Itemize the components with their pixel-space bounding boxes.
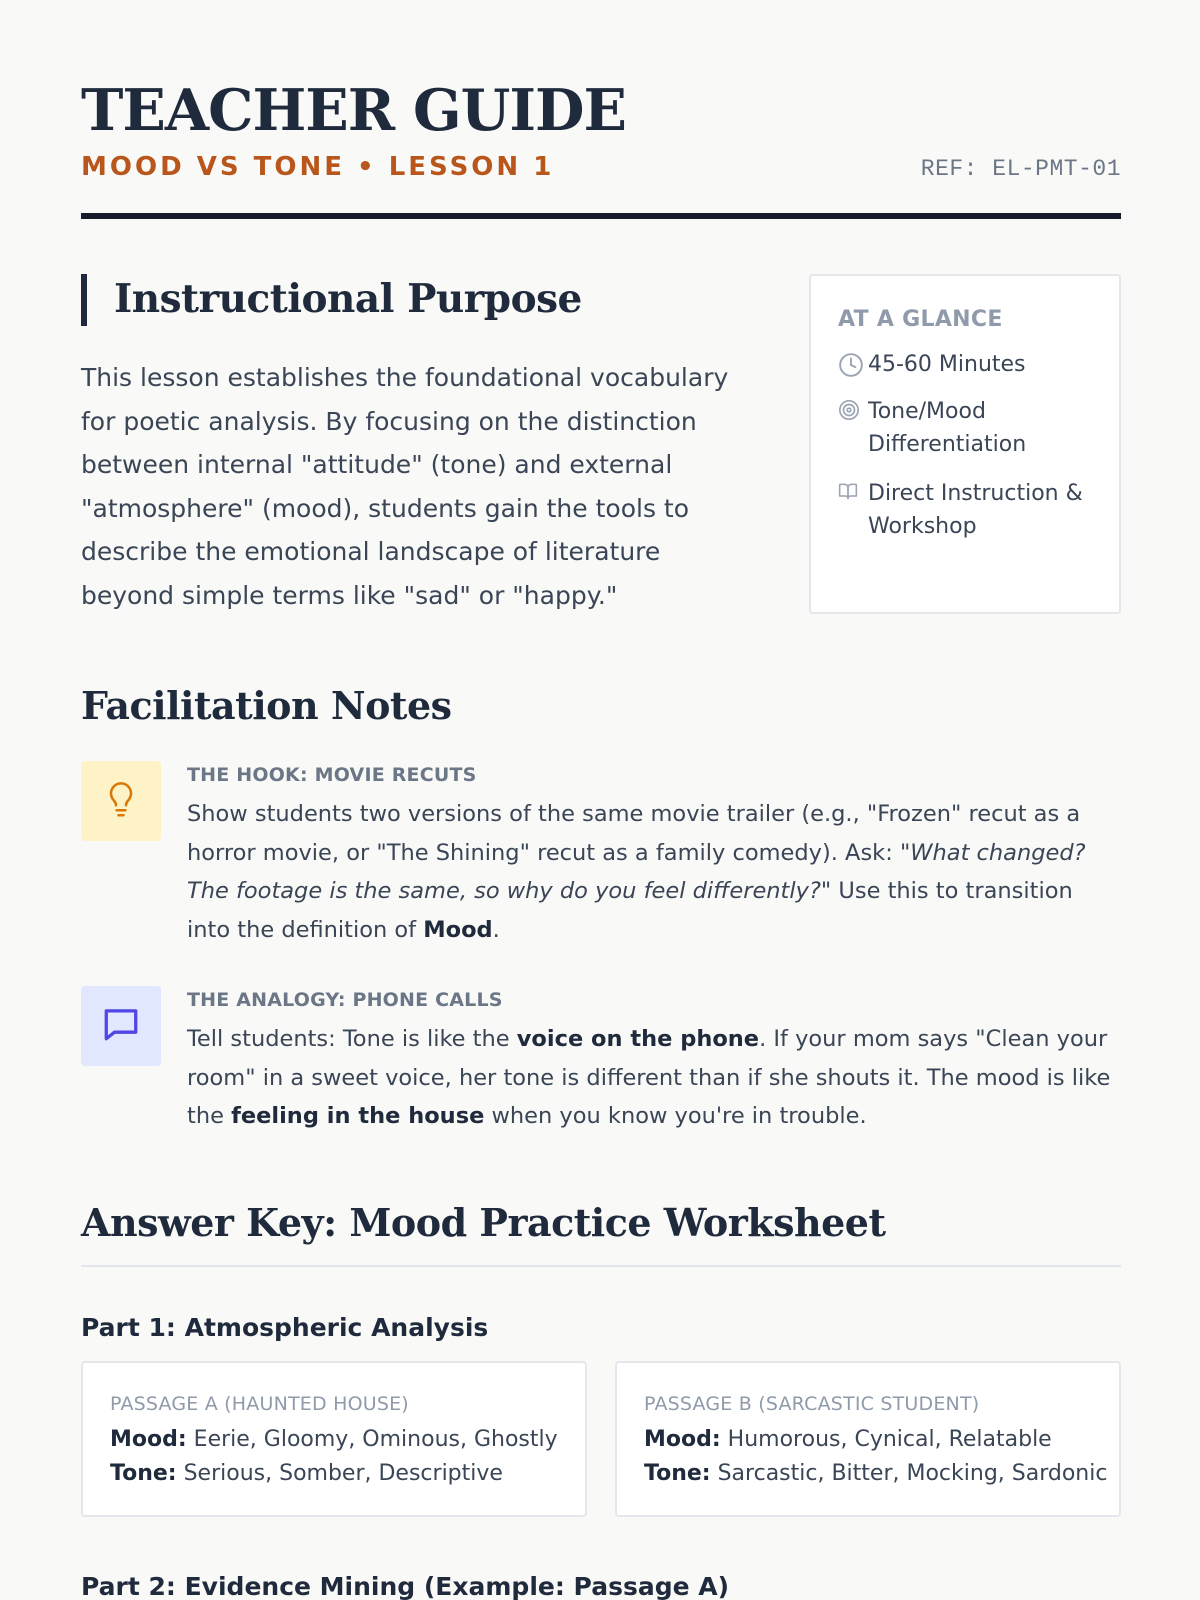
teacher-guide-page: [81, 0, 1121, 1600]
note-text-part: when you know you're in trouble.: [484, 1103, 867, 1129]
note-text-part: Tell students: Tone is like the: [187, 1026, 517, 1052]
note-label: THE ANALOGY: PHONE CALLS: [187, 989, 503, 1011]
glance-item-focus: [838, 395, 1108, 461]
clock-icon: [838, 348, 868, 383]
tone-label: Tone:: [644, 1461, 711, 1486]
note-text-part: . If your mom says "Clean your room" in a sweet voice, her tone is different than if she shouts it. The mood is like the: [187, 1026, 1111, 1129]
tone-label: Tone:: [110, 1461, 177, 1486]
mood-value: Eerie, Gloomy, Ominous, Ghostly: [193, 1427, 558, 1452]
note-emphasis: voice on the phone: [516, 1026, 760, 1052]
glance-item-label: Tone/Mood Differentiation: [868, 399, 1027, 457]
mood-value: Humorous, Cynical, Relatable: [727, 1427, 1052, 1452]
note-text-part: Show students two versions of the same movie trailer (e.g., "Frozen" recut as a horror movie, or "The Shining" recut as a family comedy). Ask:: [187, 801, 1081, 866]
purpose-text: This lesson establishes the foundational vocabulary for poetic analysis. By focusing on the distinction between internal "attitude" (tone) and external "atmosphere" (mood), students gain the tools to describe the emotional landscape of literature beyond simple terms like "sad" or "happy.": [81, 363, 729, 610]
passage-tone: [644, 1461, 1114, 1486]
note-text-part: .: [492, 916, 500, 943]
note-quote: "What changed? The footage is the same, so why do you feel differently?": [187, 839, 1086, 904]
note-text-part: Use this to transition into the definition of: [187, 878, 1073, 943]
part2-heading: Part 2: Evidence Mining (Example: Passage A): [81, 1572, 730, 1600]
at-a-glance-card: [809, 274, 1121, 614]
mood-label: Mood:: [110, 1427, 187, 1452]
glance-item-label: Direct Instruction & Workshop: [868, 481, 1083, 539]
note-text: [187, 795, 1121, 949]
answer-key-divider: [81, 1265, 1121, 1267]
answer-key-heading: Answer Key: Mood Practice Worksheet: [81, 1200, 886, 1245]
note-term: Mood: [423, 916, 493, 943]
tone-value: Sarcastic, Bitter, Mocking, Sardonic: [717, 1461, 1108, 1486]
tone-value: Serious, Somber, Descriptive: [183, 1461, 503, 1486]
glance-item-label: 45-60 Minutes: [868, 352, 1026, 377]
note-icon-box: [81, 761, 161, 841]
note-emphasis: feeling in the house: [231, 1103, 485, 1129]
glance-item-duration: [838, 348, 1108, 383]
note-text: [187, 1020, 1121, 1136]
header-divider: [81, 213, 1121, 219]
page-subtitle: MOOD VS TONE • LESSON 1: [81, 152, 555, 182]
passage-mood: [644, 1427, 1114, 1452]
book-open-icon: [838, 477, 868, 543]
lightbulb-icon: [106, 780, 136, 823]
part1-heading: Part 1: Atmospheric Analysis: [81, 1313, 489, 1342]
glance-item-format: [838, 477, 1108, 543]
passage-tone: [110, 1461, 580, 1486]
passage-card-b: [615, 1361, 1121, 1517]
note-icon-box: [81, 986, 161, 1066]
passage-title: PASSAGE A (HAUNTED HOUSE): [110, 1393, 409, 1415]
passage-mood: [110, 1427, 580, 1452]
speech-bubble-icon: [101, 1006, 141, 1047]
purpose-heading: Instructional Purpose: [114, 276, 582, 322]
note-label: THE HOOK: MOVIE RECUTS: [187, 764, 477, 786]
glance-title: AT A GLANCE: [838, 307, 1003, 332]
passage-card-a: [81, 1361, 587, 1517]
passage-title: PASSAGE B (SARCASTIC STUDENT): [644, 1393, 980, 1415]
section-accent-bar: [81, 274, 87, 326]
target-icon: [838, 395, 868, 461]
reference-code: REF: EL-PMT-01: [920, 156, 1121, 182]
facilitation-heading: Facilitation Notes: [81, 683, 452, 728]
page-title: TEACHER GUIDE: [81, 77, 626, 144]
mood-label: Mood:: [644, 1427, 721, 1452]
